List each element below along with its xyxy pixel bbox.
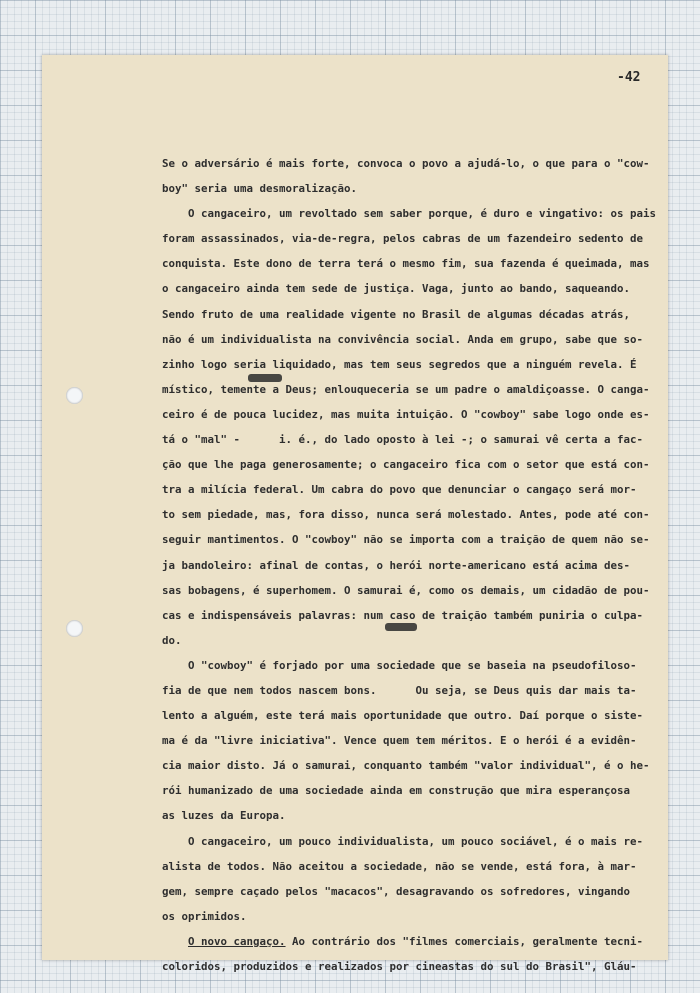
- typed-text: [162, 151, 682, 979]
- text-line: gem, sempre caçado pelos "macacos", desagravando os sofredores, vingando: [162, 884, 631, 898]
- text-line: conquista. Este dono de terra terá o mesmo fim, sua fazenda é queimada, mas: [162, 257, 650, 271]
- text-line: coloridos, produzidos e realizados por cineastas do sul do Brasil", Gláu-: [162, 960, 637, 973]
- text-line: O "cowboy" é forjado por uma sociedade que se baseia na pseudofiloso-: [162, 658, 637, 672]
- text-line: Sendo fruto de uma realidade vigente no Brasil de algumas décadas atrás,: [162, 307, 631, 321]
- text-line: O cangaceiro, um pouco individualista, um pouco sociável, é o mais re-: [162, 834, 644, 848]
- text-line: não é um individualista na convivência social. Anda em grupo, sabe que so-: [162, 332, 644, 346]
- text-line: cas e indispensáveis palavras: num caso de traição também puniria o culpa-: [162, 608, 644, 622]
- text-line: fia de que nem todos nascem bons. Ou seja, se Deus quis dar mais ta-: [162, 683, 637, 697]
- text-line: lento a alguém, este terá mais oportunidade que outro. Daí porque o siste-: [162, 709, 644, 723]
- text-line: O cangaceiro, um revoltado sem saber porque, é duro e vingativo: os pais: [162, 207, 657, 221]
- text-line: místico, temente a Deus; enlouqueceria se um padre o amaldiçoasse. O canga-: [162, 382, 650, 396]
- text-line: rói humanizado de uma sociedade ainda em construção que mira esperançosa: [162, 784, 631, 798]
- ink-strikeout: [248, 374, 282, 382]
- document-page: [42, 55, 668, 973]
- text-line: seguir mantimentos. O "cowboy" não se importa com a traição de quem não se-: [162, 533, 650, 547]
- text-line: ceiro é de pouca lucidez, mas muita intuição. O "cowboy" sabe logo onde es-: [162, 407, 650, 421]
- text-line: tra a milícia federal. Um cabra do povo que denunciar o cangaço será mor-: [162, 483, 637, 497]
- ink-strikeout: [385, 623, 417, 631]
- text-line: [162, 929, 682, 954]
- text-line: boy" seria uma desmoralização.: [162, 182, 358, 196]
- text-line: do.: [162, 633, 182, 647]
- text-line: cia maior disto. Já o samurai, conquanto também "valor individual", é o he-: [162, 759, 650, 773]
- text-line: ção que lhe paga generosamente; o cangaceiro fica com o setor que está con-: [162, 458, 650, 472]
- page-number: -42: [617, 70, 641, 85]
- punch-hole: [66, 387, 83, 404]
- text-line: to sem piedade, mas, fora disso, nunca será molestado. Antes, pode até con-: [162, 508, 650, 522]
- text-line: os oprimidos.: [162, 909, 247, 923]
- text-line: zinho logo seria liquidado, mas tem seus segredos que a ninguém revela. É: [162, 357, 637, 371]
- text-line: sas bobagens, é superhomem. O samurai é, como os demais, um cidadão de pou-: [162, 583, 650, 597]
- text-line: alista de todos. Não aceitou a sociedade, não se vende, está fora, à mar-: [162, 859, 637, 873]
- text-line: ja bandoleiro: afinal de contas, o herói norte-americano está acima des-: [162, 558, 631, 572]
- text-line: tá o "mal" - i. é., do lado oposto à lei -; o samurai vê certa a fac-: [162, 433, 644, 447]
- text-line: o cangaceiro ainda tem sede de justiça. Vaga, junto ao bando, saqueando.: [162, 282, 631, 296]
- text-line: Se o adversário é mais forte, convoca o povo a ajudá-lo, o que para o "cow-: [162, 157, 650, 170]
- text-line: ma é da "livre iniciativa". Vence quem tem méritos. E o herói é a evidên-: [162, 734, 637, 748]
- text-line: as luzes da Europa.: [162, 809, 286, 823]
- text-fragment: Ao contrário dos "filmes comerciais, geralmente tecni-: [285, 934, 644, 948]
- text-line: foram assassinados, via-de-regra, pelos cabras de um fazendeiro sedento de: [162, 232, 644, 246]
- section-heading: O novo cangaço.: [188, 934, 286, 948]
- punch-hole: [66, 620, 83, 637]
